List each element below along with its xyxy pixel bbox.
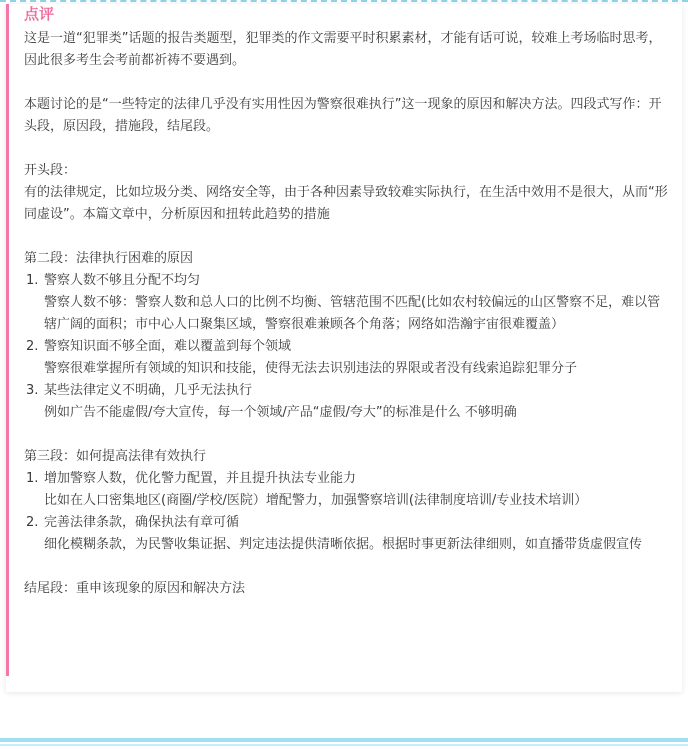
item-detail: 比如在人口密集地区(商圈/学校/医院）增配警力，加强警察培训(法律制度培训/专业技术培训） bbox=[44, 493, 588, 508]
list-item bbox=[24, 270, 668, 292]
intro-paragraph-1: 这是一道“犯罪类”话题的报告类题型，犯罪类的作文需要平时积累素材，才能有话可说，较难上考场临时思考，因此很多考生会考前都祈祷不要遇到。 bbox=[24, 31, 662, 68]
item-point: 警察人数不够且分配不均匀 bbox=[44, 273, 201, 288]
opening-text: 有的法律规定，比如垃圾分类、网络安全等，由于各种因素导致较难实际执行，在生活中效用不是很大，从而“形同虚设”。本篇文章中，分析原因和扭转此趋势的措施 bbox=[24, 185, 668, 222]
top-dashed-border bbox=[0, 0, 688, 2]
bottom-divider bbox=[0, 738, 688, 742]
list-item bbox=[24, 512, 668, 534]
bottom-divider-light bbox=[0, 744, 688, 746]
item-number: 1. bbox=[26, 471, 39, 486]
item-detail: 例如广告不能虚假/夸大宣传，每一个领域/产品“虚假/夸大”的标准是什么 不够明确 bbox=[44, 405, 517, 420]
item-number: 1. bbox=[26, 273, 39, 288]
intro-paragraph-2: 本题讨论的是“一些特定的法律几乎没有实用性因为警察很难执行”这一现象的原因和解决方法。四段式写作：开头段，原因段，措施段，结尾段。 bbox=[24, 97, 662, 134]
item-point: 某些法律定义不明确，几乎无法执行 bbox=[44, 383, 253, 398]
item-detail: 警察很难掌握所有领域的知识和技能，使得无法去识别违法的界限或者没有线索追踪犯罪分子 bbox=[44, 361, 578, 376]
section2-title: 第二段：法律执行困难的原因 bbox=[24, 251, 194, 266]
item-point: 增加警察人数，优化警力配置，并且提升执法专业能力 bbox=[44, 471, 357, 486]
item-number: 2. bbox=[26, 515, 39, 530]
item-detail: 警察人数不够：警察人数和总人口的比例不均衡、管辖范围不匹配(比如农村较偏远的山区警察不足，难以管辖广阔的面积；市中心人口聚集区域，警察很难兼顾各个角落；网络如浩瀚宇宙很难覆盖） bbox=[44, 295, 661, 332]
list-item bbox=[24, 468, 668, 490]
card-accent-bar bbox=[6, 4, 9, 676]
item-detail: 细化模糊条款，为民警收集证据、判定违法提供清晰依据。根据时事更新法律细则，如直播带货虚假宣传 bbox=[44, 537, 643, 552]
item-point: 完善法律条款，确保执法有章可循 bbox=[44, 515, 240, 530]
item-number: 3. bbox=[26, 383, 39, 398]
item-point: 警察知识面不够全面，难以覆盖到每个领域 bbox=[44, 339, 292, 354]
list-item bbox=[24, 380, 668, 402]
conclusion-text: 结尾段：重申该现象的原因和解决方法 bbox=[24, 581, 246, 596]
opening-title: 开头段： bbox=[24, 163, 77, 178]
list-item bbox=[24, 336, 668, 358]
section3-title: 第三段：如何提高法律有效执行 bbox=[24, 449, 207, 464]
item-number: 2. bbox=[26, 339, 39, 354]
section-heading: 点评 bbox=[24, 5, 55, 23]
comment-content bbox=[24, 28, 668, 600]
